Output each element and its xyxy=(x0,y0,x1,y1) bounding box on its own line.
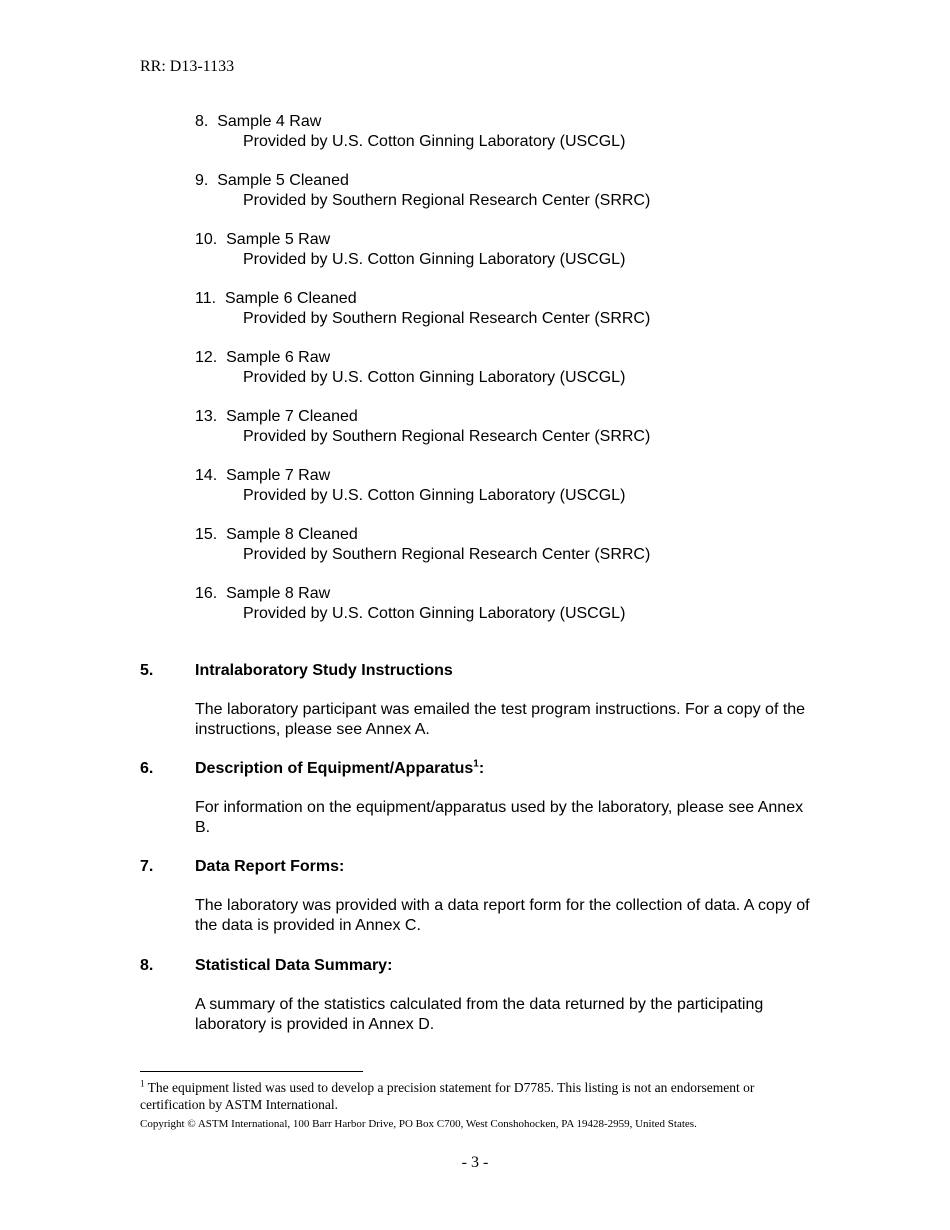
section-title-suffix: : xyxy=(478,760,485,777)
section-number: 5. xyxy=(140,662,154,679)
sample-title: 13. Sample 7 Cleaned xyxy=(195,408,358,425)
section-title: Statistical Data Summary: xyxy=(195,957,393,974)
sample-provider: Provided by Southern Regional Research Center (SRRC) xyxy=(243,427,651,445)
section-number: 8. xyxy=(140,957,154,974)
sample-provider: Provided by U.S. Cotton Ginning Laboratory (USCGL) xyxy=(243,486,626,504)
section-body: A summary of the statistics calculated from the data returned by the participating laboratory is provided in Annex D. xyxy=(195,996,764,1033)
sample-title: 9. Sample 5 Cleaned xyxy=(195,172,349,189)
list-item xyxy=(195,171,650,230)
sample-provider: Provided by Southern Regional Research Center (SRRC) xyxy=(243,309,651,327)
list-item xyxy=(195,230,650,289)
section-heading xyxy=(140,956,810,976)
section-heading xyxy=(140,857,810,877)
section-title: Data Report Forms: xyxy=(195,858,345,875)
document-reference: RR: D13-1133 xyxy=(140,58,235,75)
list-item xyxy=(195,289,650,348)
section-number: 6. xyxy=(140,760,154,777)
sample-provider: Provided by U.S. Cotton Ginning Laboratory (USCGL) xyxy=(243,132,626,150)
footnote-text: The equipment listed was used to develop a precision statement for D7785. This listing is not an endorsement or certification by ASTM International. xyxy=(140,1080,755,1112)
footnote-marker: 1 xyxy=(140,1078,145,1089)
sample-provider: Provided by U.S. Cotton Ginning Laboratory (USCGL) xyxy=(243,604,626,622)
section-body: The laboratory was provided with a data report form for the collection of data. A copy of the data is provided in Annex C. xyxy=(195,897,810,934)
section-body: For information on the equipment/apparatus used by the laboratory, please see Annex B. xyxy=(195,799,804,836)
sample-title: 16. Sample 8 Raw xyxy=(195,585,331,602)
sample-title: 12. Sample 6 Raw xyxy=(195,349,331,366)
sample-title: 10. Sample 5 Raw xyxy=(195,231,331,248)
section-title: Intralaboratory Study Instructions xyxy=(195,662,453,679)
sample-provider: Provided by U.S. Cotton Ginning Laboratory (USCGL) xyxy=(243,368,626,386)
section-intralaboratory-instructions xyxy=(140,661,810,739)
section-title: Description of Equipment/Apparatus xyxy=(195,760,474,777)
section-statistical-summary xyxy=(140,956,810,1034)
footnote xyxy=(140,1079,820,1113)
list-item xyxy=(195,407,650,466)
section-heading xyxy=(140,759,810,779)
footnote-divider xyxy=(140,1071,363,1072)
list-item xyxy=(195,525,650,584)
section-body: The laboratory participant was emailed the test program instructions. For a copy of the instructions, please see Annex A. xyxy=(195,701,806,738)
section-equipment-description xyxy=(140,759,810,837)
section-number: 7. xyxy=(140,858,154,875)
sample-list xyxy=(195,112,650,643)
sample-title: 14. Sample 7 Raw xyxy=(195,467,331,484)
section-heading xyxy=(140,661,810,681)
sample-title: 11. Sample 6 Cleaned xyxy=(195,290,357,307)
sample-title: 15. Sample 8 Cleaned xyxy=(195,526,358,543)
page-number: - 3 - xyxy=(461,1154,489,1171)
list-item xyxy=(195,112,650,171)
sample-provider: Provided by Southern Regional Research Center (SRRC) xyxy=(243,191,651,209)
list-item xyxy=(195,348,650,407)
sample-provider: Provided by U.S. Cotton Ginning Laboratory (USCGL) xyxy=(243,250,626,268)
footnote-reference: 1 xyxy=(473,758,479,770)
sample-provider: Provided by Southern Regional Research Center (SRRC) xyxy=(243,545,651,563)
list-item xyxy=(195,584,650,643)
section-data-report-forms xyxy=(140,857,810,935)
copyright-notice: Copyright © ASTM International, 100 Barr Harbor Drive, PO Box C700, West Conshohocken, PA 19428-2959, United States. xyxy=(140,1118,697,1130)
sample-title: 8. Sample 4 Raw xyxy=(195,113,322,130)
list-item xyxy=(195,466,650,525)
